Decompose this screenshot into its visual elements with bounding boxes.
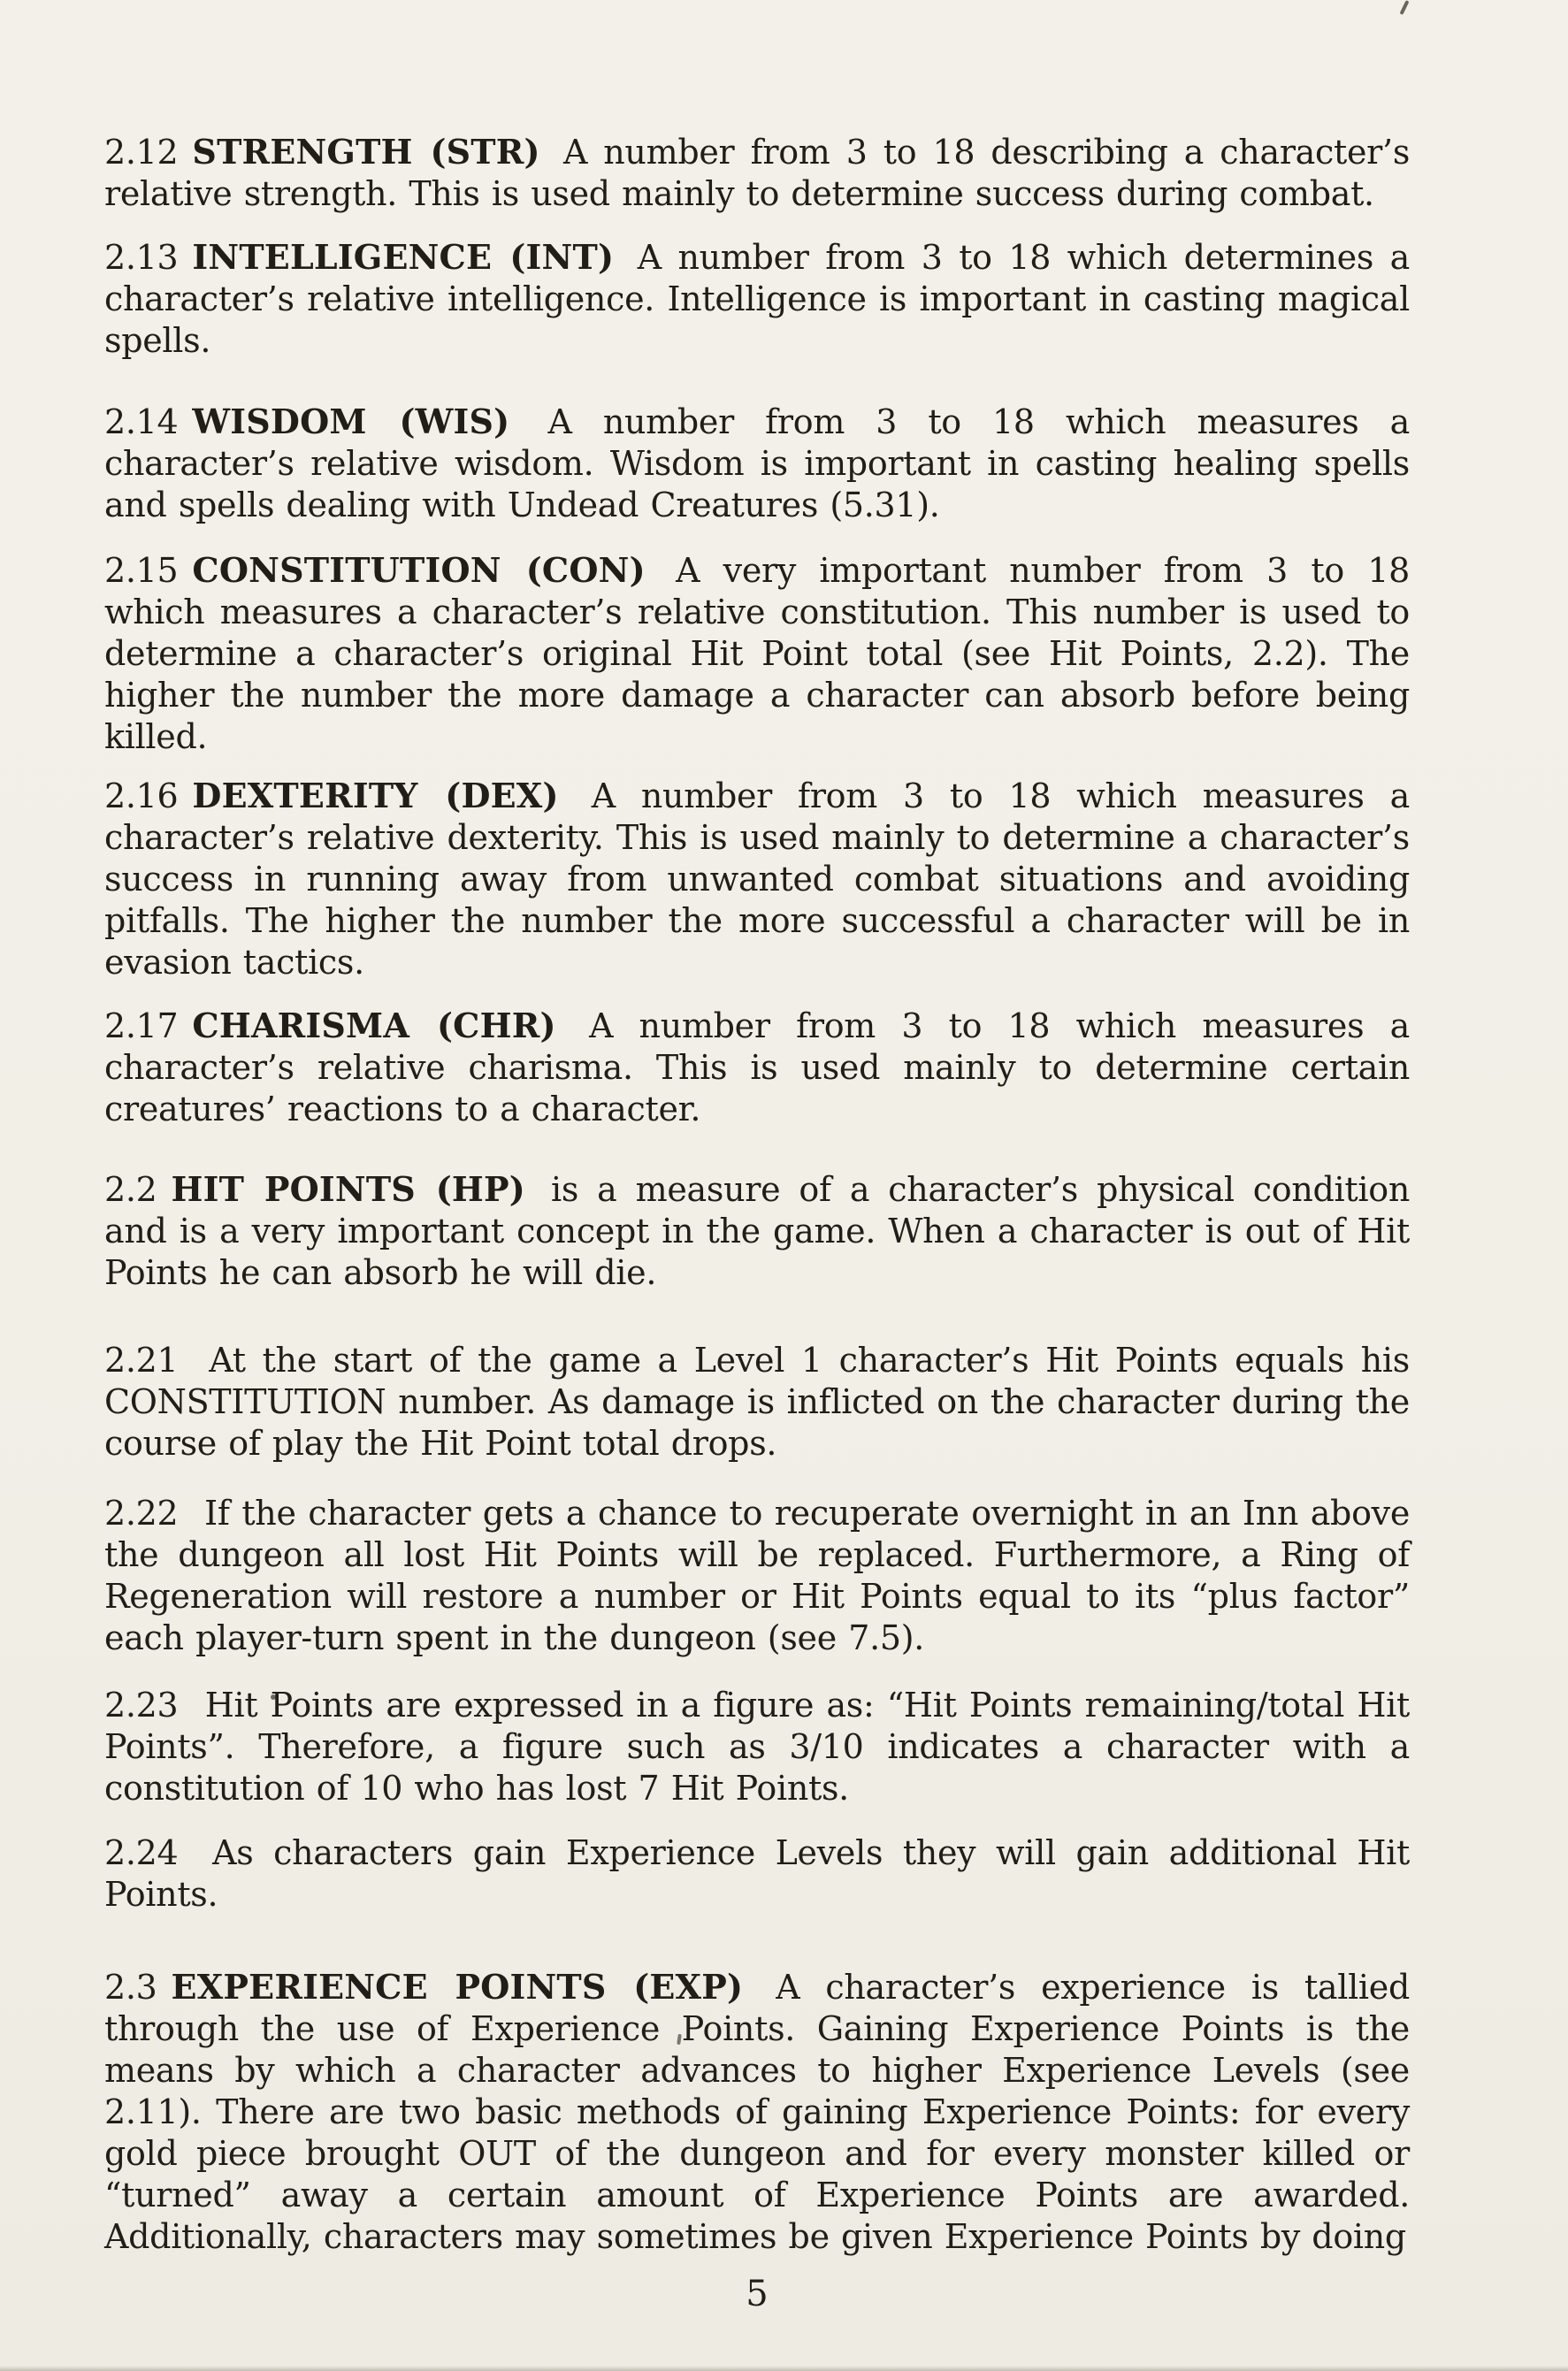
- section-body: At the start of the game a Level 1 character’s Hit Points equals his CONSTITUTION number. As damage is inflicted on the character during the course of play the Hit Point total drops.: [104, 1341, 1410, 1463]
- section-2-17: [104, 1005, 1410, 1130]
- section-number: 2.15: [104, 551, 179, 590]
- section-number: 2.24: [104, 1833, 179, 1872]
- section-2-16: [104, 775, 1410, 983]
- section-2-12: [104, 131, 1410, 215]
- section-body: A number from 3 to 18 describing a character’s relative strength. This is used mainly to determine success during combat.: [104, 133, 1411, 213]
- section-body: A character’s experience is tallied through the use of Experience Points. Gaining Experience Points is the means by which a character advances to higher Experience Levels (see 2.11). There are two basic methods of gaining Experience Points: for every gold piece brought OUT of the dungeon and for every monster killed or “turned” away a certain amount of Experience Points are awarded. Additionally, characters may sometimes be given Experience Points by doing: [104, 1968, 1411, 2256]
- section-number: 2.16: [104, 776, 179, 815]
- section-number: 2.14: [104, 402, 179, 441]
- section-number: 2.2: [104, 1170, 157, 1209]
- section-title: CONSTITUTION (CON): [192, 550, 646, 590]
- section-body: If the character gets a chance to recuperate overnight in an Inn above the dungeon all lost Hit Points will be replaced. Furthermore, a Ring of Regeneration will restore a number or Hit Points equal to its “plus factor” each player-turn spent in the dungeon (see 7.5).: [104, 1494, 1411, 1657]
- section-title: CHARISMA (CHR): [192, 1006, 556, 1045]
- section-number: 2.3: [104, 1968, 157, 2007]
- section-2-15: [104, 549, 1410, 758]
- pen-mark: [1399, 0, 1409, 15]
- section-title: DEXTERITY (DEX): [192, 776, 559, 815]
- section-body: A very important number from 3 to 18 which measures a character’s relative constitution. This number is used to determine a character’s original Hit Point total (see Hit Points, 2.2). The higher the number the more damage a character can absorb before being killed.: [104, 551, 1411, 756]
- section-2-22: [104, 1493, 1410, 1659]
- section-title: WISDOM (WIS): [192, 402, 510, 441]
- section-2-2: [104, 1168, 1410, 1294]
- section-body: A number from 3 to 18 which measures a character’s relative wisdom. Wisdom is important in casting healing spells and spells dealing with Undead Creatures (5.31).: [104, 402, 1410, 524]
- section-title: STRENGTH (STR): [192, 132, 540, 172]
- section-2-23: [104, 1685, 1410, 1809]
- section-2-3: [104, 1966, 1410, 2258]
- section-number: 2.12: [104, 133, 179, 172]
- section-body: Hit Points are expressed in a figure as: “Hit Points remaining/total Hit Points”. Therefore, a figure such as 3/10 indicates a character with a constitution of 10 who has lost 7 Hit Points.: [104, 1686, 1410, 1808]
- section-2-24: [104, 1832, 1410, 1916]
- text-column: [104, 131, 1410, 2315]
- section-body: As characters gain Experience Levels they will gain additional Hit Points.: [104, 1833, 1411, 1914]
- section-2-13: [104, 236, 1410, 362]
- section-body: is a measure of a character’s physical condition and is a very important concept in the game. When a character is out of Hit Points he can absorb he will die.: [104, 1170, 1410, 1292]
- section-number: 2.21: [104, 1341, 179, 1380]
- section-body: A number from 3 to 18 which determines a character’s relative intelligence. Intelligence is important in casting magical spells.: [104, 238, 1411, 360]
- section-number: 2.23: [104, 1686, 179, 1725]
- page-number: 5: [746, 2274, 769, 2314]
- section-2-14: [104, 401, 1410, 526]
- page-bottom-edge: [0, 2366, 1568, 2371]
- section-body: A number from 3 to 18 which measures a character’s relative charisma. This is used mainly to determine certain creatures’ reactions to a character.: [104, 1006, 1410, 1128]
- section-number: 2.13: [104, 238, 179, 277]
- section-2-21: [104, 1340, 1410, 1465]
- section-title: EXPERIENCE POINTS (EXP): [171, 1967, 744, 2007]
- section-title: HIT POINTS (HP): [171, 1169, 525, 1209]
- section-number: 2.22: [104, 1494, 179, 1533]
- section-number: 2.17: [104, 1006, 179, 1045]
- section-body: A number from 3 to 18 which measures a character’s relative dexterity. This is used mainly to determine a character’s success in running away from unwanted combat situations and avoiding pitfalls. The higher the number the more successful a character will be in evasion tactics.: [104, 776, 1411, 982]
- section-title: INTELLIGENCE (INT): [192, 237, 615, 277]
